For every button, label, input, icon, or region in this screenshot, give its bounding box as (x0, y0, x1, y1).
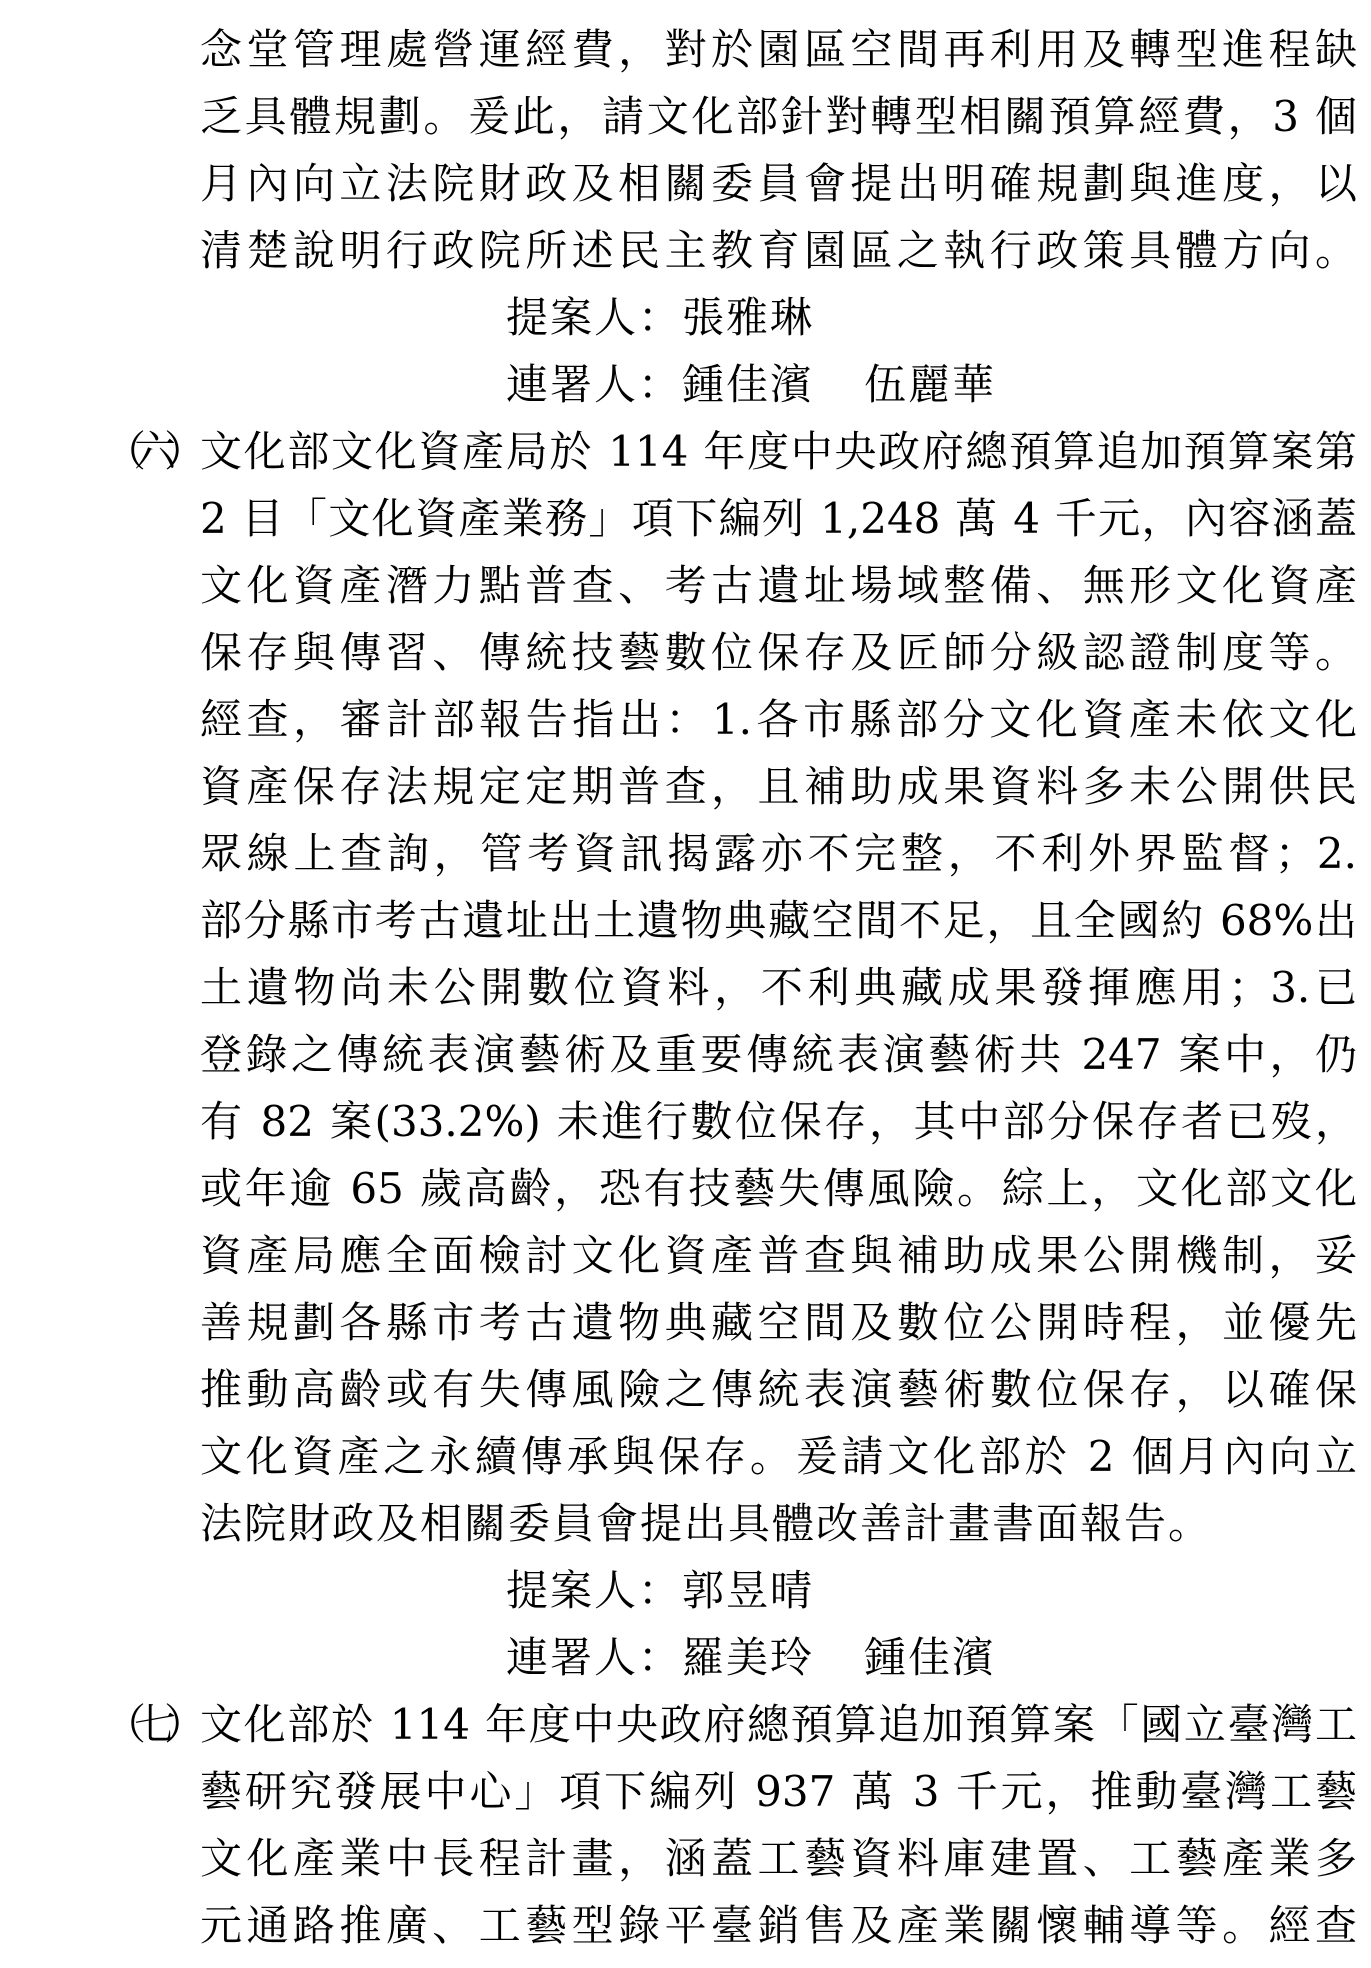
paragraph-line: 部分縣市考古遺址出土遺物典藏空間不足，且全國約 68%出 (200, 896, 1357, 945)
paragraph-line: 推動高齡或有失傳風險之傳統表演藝術數位保存，以確保 (200, 1365, 1357, 1414)
paragraph-line: 文化資產之永續傳承與保存。爰請文化部於 2 個月內向立 (200, 1432, 1357, 1481)
proposer-label: 提案人： (506, 1566, 683, 1615)
proposer-name: 張雅琳 (682, 293, 815, 342)
paragraph-line: 文化產業中長程計畫，涵蓋工藝資料庫建置、工藝產業多 (200, 1834, 1357, 1883)
paragraph-line: 文化資產潛力點普查、考古遺址場域整備、無形文化資產 (200, 561, 1357, 610)
continuation-paragraph (0, 16, 1371, 284)
cosigner-line (506, 1624, 1371, 1691)
item-marker: （七） (104, 1700, 195, 1749)
paragraph-line: 2 目「文化資產業務」項下編列 1,248 萬 4 千元，內容涵蓋 (200, 494, 1357, 543)
paragraph-line: 資產保存法規定定期普查，且補助成果資料多未公開供民 (200, 762, 1357, 811)
proposer-line (506, 1557, 1371, 1624)
paragraph-line (104, 1691, 1357, 1758)
signature-block (0, 1557, 1371, 1691)
paragraph-line: 念堂管理處營運經費，對於園區空間再利用及轉型進程缺 (200, 25, 1357, 74)
motion-item-7 (0, 1691, 1371, 1959)
motion-item-6 (0, 418, 1371, 1557)
paragraph-line: 保存與傳習、傳統技藝數位保存及匠師分級認證制度等。 (200, 628, 1357, 677)
paragraph-line: 登錄之傳統表演藝術及重要傳統表演藝術共 247 案中，仍 (200, 1030, 1357, 1079)
paragraph-line-text: 文化部文化資產局於 114 年度中央政府總預算追加預算案第 (200, 427, 1357, 476)
proposer-name: 郭昱晴 (682, 1566, 815, 1615)
paragraph-line: 經查，審計部報告指出：1.各市縣部分文化資產未依文化 (200, 695, 1357, 744)
paragraph-line: 藝研究發展中心」項下編列 937 萬 3 千元，推動臺灣工藝 (200, 1767, 1357, 1816)
proposer-line (506, 284, 1371, 351)
cosigner-label: 連署人： (506, 1633, 683, 1682)
paragraph-line: 資產局應全面檢討文化資產普查與補助成果公開機制，妥 (200, 1231, 1357, 1280)
paragraph-line: 清楚說明行政院所述民主教育園區之執行政策具體方向。 (200, 226, 1357, 275)
cosigner-line (506, 351, 1371, 418)
paragraph-line: 善規劃各縣市考古遺物典藏空間及數位公開時程，並優先 (200, 1298, 1357, 1347)
paragraph-line-text: 文化部於 114 年度中央政府總預算追加預算案「國立臺灣工 (200, 1700, 1357, 1749)
cosigner-name: 羅美玲 (682, 1633, 815, 1682)
paragraph-line: 土遺物尚未公開數位資料，不利典藏成果發揮應用；3.已 (200, 963, 1357, 1012)
item-marker: （六） (104, 427, 195, 476)
signature-block (0, 284, 1371, 418)
cosigner-name: 伍麗華 (864, 360, 997, 409)
paragraph-line: 有 82 案(33.2%) 未進行數位保存，其中部分保存者已歿， (200, 1097, 1357, 1146)
cosigner-name: 鍾佳濱 (682, 360, 815, 409)
cosigner-label: 連署人： (506, 360, 683, 409)
proposer-label: 提案人： (506, 293, 683, 342)
paragraph-line (104, 418, 1357, 485)
paragraph-line: 眾線上查詢，管考資訊揭露亦不完整，不利外界監督；2. (200, 829, 1357, 878)
paragraph-line: 乏具體規劃。爰此，請文化部針對轉型相關預算經費，3 個 (200, 92, 1357, 141)
cosigner-name: 鍾佳濱 (864, 1633, 997, 1682)
paragraph-line: 元通路推廣、工藝型錄平臺銷售及產業關懷輔導等。經查 (200, 1901, 1357, 1950)
paragraph-line: 或年逾 65 歲高齡，恐有技藝失傳風險。綜上，文化部文化 (200, 1164, 1357, 1213)
paragraph-line: 月內向立法院財政及相關委員會提出明確規劃與進度，以 (200, 159, 1357, 208)
paragraph-line: 法院財政及相關委員會提出具體改善計畫書面報告。 (200, 1499, 1213, 1548)
